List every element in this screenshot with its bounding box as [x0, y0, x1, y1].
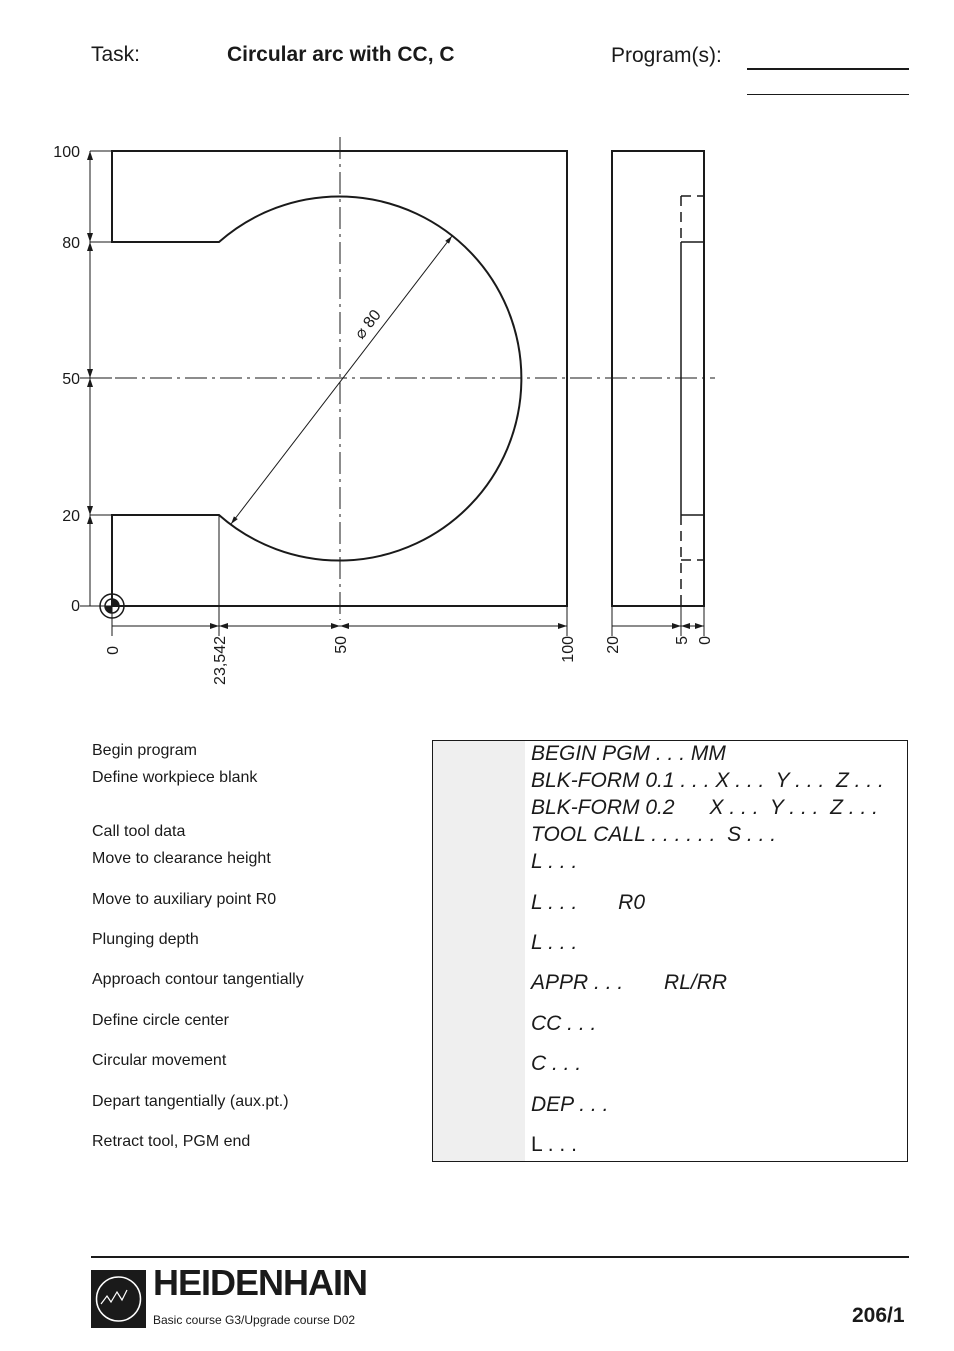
step-label: Move to auxiliary point R0	[92, 891, 277, 908]
step-label: Define workpiece blank	[92, 769, 258, 786]
step-label: Define circle center	[92, 1012, 229, 1029]
side-tick-0: 0	[697, 636, 714, 645]
y-tick-50: 50	[62, 371, 80, 388]
code-line: TOOL CALL . . . . . . S . . .	[531, 823, 777, 846]
diameter-label: ⌀ 80	[351, 306, 385, 343]
code-line: BLK-FORM 0.1 . . . X . . . Y . . . Z . . .	[531, 769, 884, 792]
course-label: Basic course G3/Upgrade course D02	[153, 1313, 356, 1327]
side-tick-5: 5	[674, 636, 691, 645]
code-line: L . . .	[531, 850, 578, 873]
x-tick-23542: 23,542	[212, 636, 229, 685]
x-tick-50: 50	[333, 636, 350, 654]
code-line: CC . . .	[531, 1012, 597, 1035]
step-label: Plunging depth	[92, 931, 199, 948]
step-label: Approach contour tangentially	[92, 971, 304, 988]
code-line: C . . .	[531, 1052, 582, 1075]
page-number: 206/1	[852, 1304, 905, 1327]
x-tick-100: 100	[560, 636, 577, 663]
y-tick-20: 20	[62, 508, 80, 525]
code-line: L . . .	[531, 1133, 577, 1156]
x-tick-0: 0	[105, 646, 122, 655]
step-label: Circular movement	[92, 1052, 227, 1069]
code-line: APPR . . . RL/RR	[531, 971, 728, 994]
code-line: BLK-FORM 0.2 X . . . Y . . . Z . . .	[531, 796, 878, 819]
step-label: Depart tangentially (aux.pt.)	[92, 1093, 289, 1110]
y-tick-100: 100	[53, 144, 80, 161]
brand-name: HEIDENHAIN	[153, 1262, 368, 1303]
diameter-dimension-line	[231, 236, 452, 524]
step-label: Move to clearance height	[92, 850, 271, 867]
programs-label: Program(s):	[611, 44, 722, 67]
y-tick-0: 0	[71, 598, 80, 615]
heidenhain-logo-icon	[91, 1270, 146, 1328]
block-number-column	[433, 741, 525, 1161]
step-label: Call tool data	[92, 823, 186, 840]
task-title: Circular arc with CC, C	[227, 43, 455, 66]
code-line: BEGIN PGM . . . MM	[531, 742, 726, 765]
side-tick-20: 20	[605, 636, 622, 654]
footer-rule	[91, 1256, 909, 1258]
code-line: L . . .	[531, 931, 578, 954]
code-line: L . . . R0	[531, 891, 645, 914]
code-line: DEP . . .	[531, 1093, 609, 1116]
task-label: Task:	[91, 43, 141, 66]
y-tick-80: 80	[62, 235, 80, 252]
step-label: Begin program	[92, 742, 197, 759]
step-label: Retract tool, PGM end	[92, 1133, 251, 1150]
